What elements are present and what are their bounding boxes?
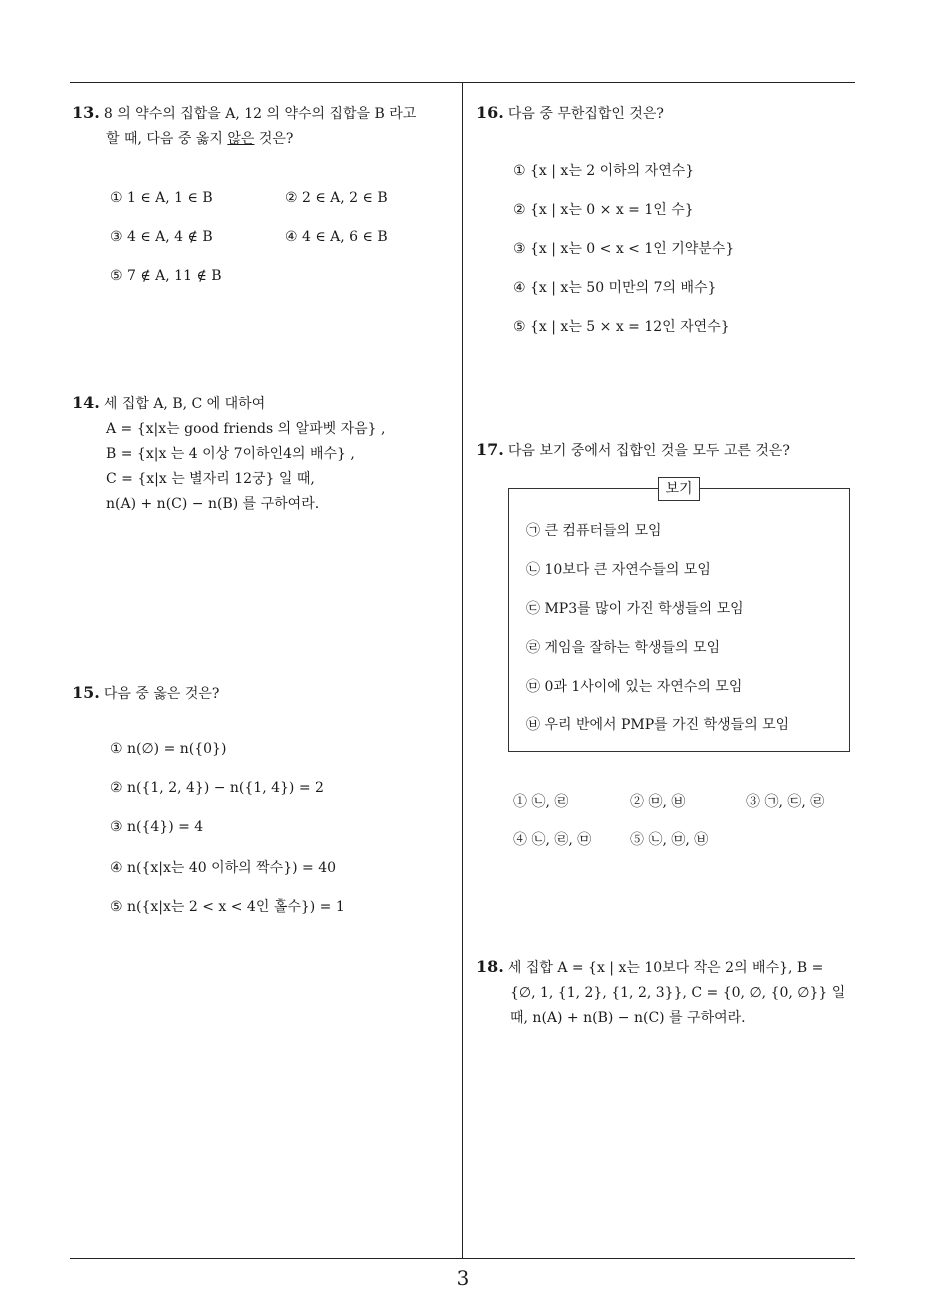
option-1[interactable]: ① n(∅) = n({0})	[110, 741, 227, 757]
option-5[interactable]: ⑤ {x | x는 5 × x = 12인 자연수}	[513, 319, 730, 335]
question-15	[72, 680, 457, 707]
option-5[interactable]: ⑤ ㉡, ㉤, ㉥	[630, 832, 709, 848]
question-text-line2: 할 때, 다음 중 옳지 않은 것은?	[106, 131, 294, 147]
example-item: ㉠ 큰 컴퓨터들의 모임	[526, 523, 662, 539]
question-text: 다음 보기 중에서 집합인 것을 모두 고른 것은?	[507, 443, 790, 459]
question-text-line: 때, n(A) + n(B) − n(C) 를 구하여라.	[510, 1010, 746, 1026]
question-text-line: B = {x|x 는 4 이상 7이하인4의 배수} ,	[106, 446, 355, 462]
option-2[interactable]: ② 2 ∈ A, 2 ∈ B	[285, 190, 388, 206]
option-3[interactable]: ③ ㉠, ㉢, ㉣	[746, 794, 825, 810]
option-4[interactable]: ④ n({x|x는 40 이하의 짝수}) = 40	[110, 860, 337, 876]
question-text-line: A = {x|x는 good friends 의 알파벳 자음} ,	[106, 421, 386, 437]
question-number: 16.	[476, 103, 504, 122]
option-4[interactable]: ④ ㉡, ㉣, ㉤	[513, 832, 592, 848]
question-14	[72, 390, 457, 517]
column-divider	[462, 83, 463, 1258]
example-item: ㉥ 우리 반에서 PMP를 가진 학생들의 모임	[526, 717, 790, 733]
question-18	[476, 954, 861, 1031]
question-13	[72, 100, 457, 152]
option-3[interactable]: ③ 4 ∈ A, 4 ∉ B	[110, 229, 213, 245]
question-text: 8 의 약수의 집합을 A, 12 의 약수의 집합을 B 라고	[103, 106, 417, 122]
option-2[interactable]: ② {x | x는 0 × x = 1인 수}	[513, 202, 694, 218]
question-text-line: {∅, 1, {1, 2}, {1, 2, 3}}, C = {0, ∅, {0, ∅}} 일	[510, 985, 846, 1001]
question-text-line: C = {x|x 는 별자리 12궁} 일 때,	[106, 471, 315, 487]
question-number: 14.	[72, 393, 100, 412]
option-3[interactable]: ③ {x | x는 0 < x < 1인 기약분수}	[513, 241, 735, 257]
example-item: ㉣ 게임을 잘하는 학생들의 모임	[526, 640, 721, 656]
example-item: ㉤ 0과 1사이에 있는 자연수의 모임	[526, 679, 743, 695]
option-4[interactable]: ④ {x | x는 50 미만의 7의 배수}	[513, 280, 717, 296]
option-1[interactable]: ① 1 ∈ A, 1 ∈ B	[110, 190, 213, 206]
question-17	[476, 437, 856, 464]
question-text-line: n(A) + n(C) − n(B) 를 구하여라.	[106, 496, 320, 512]
question-text: 세 집합 A = {x | x는 10보다 작은 2의 배수}, B =	[507, 960, 824, 976]
question-number: 13.	[72, 103, 100, 122]
option-2[interactable]: ② ㉤, ㉥	[630, 794, 686, 810]
option-5[interactable]: ⑤ n({x|x는 2 < x < 4인 홀수}) = 1	[110, 899, 345, 915]
option-5[interactable]: ⑤ 7 ∉ A, 11 ∉ B	[110, 268, 222, 284]
option-4[interactable]: ④ 4 ∈ A, 6 ∈ B	[285, 229, 388, 245]
question-text: 세 집합 A, B, C 에 대하여	[103, 396, 266, 412]
question-text: 다음 중 무한집합인 것은?	[507, 106, 664, 122]
example-item: ㉡ 10보다 큰 자연수들의 모임	[526, 562, 711, 578]
page-number: 3	[456, 1266, 470, 1290]
question-number: 18.	[476, 957, 504, 976]
option-3[interactable]: ③ n({4}) = 4	[110, 819, 204, 835]
question-text: 다음 중 옳은 것은?	[103, 686, 220, 702]
underlined-word: 않은	[227, 131, 255, 147]
question-16	[476, 100, 856, 127]
example-item: ㉢ MP3를 많이 가진 학생들의 모임	[526, 601, 744, 617]
option-1[interactable]: ① {x | x는 2 이하의 자연수}	[513, 163, 695, 179]
option-1[interactable]: ① ㉡, ㉣	[513, 794, 569, 810]
option-2[interactable]: ② n({1, 2, 4}) − n({1, 4}) = 2	[110, 780, 324, 796]
question-number: 17.	[476, 440, 504, 459]
bottom-rule	[70, 1258, 855, 1259]
example-box-label: 보기	[658, 477, 700, 501]
question-number: 15.	[72, 683, 100, 702]
